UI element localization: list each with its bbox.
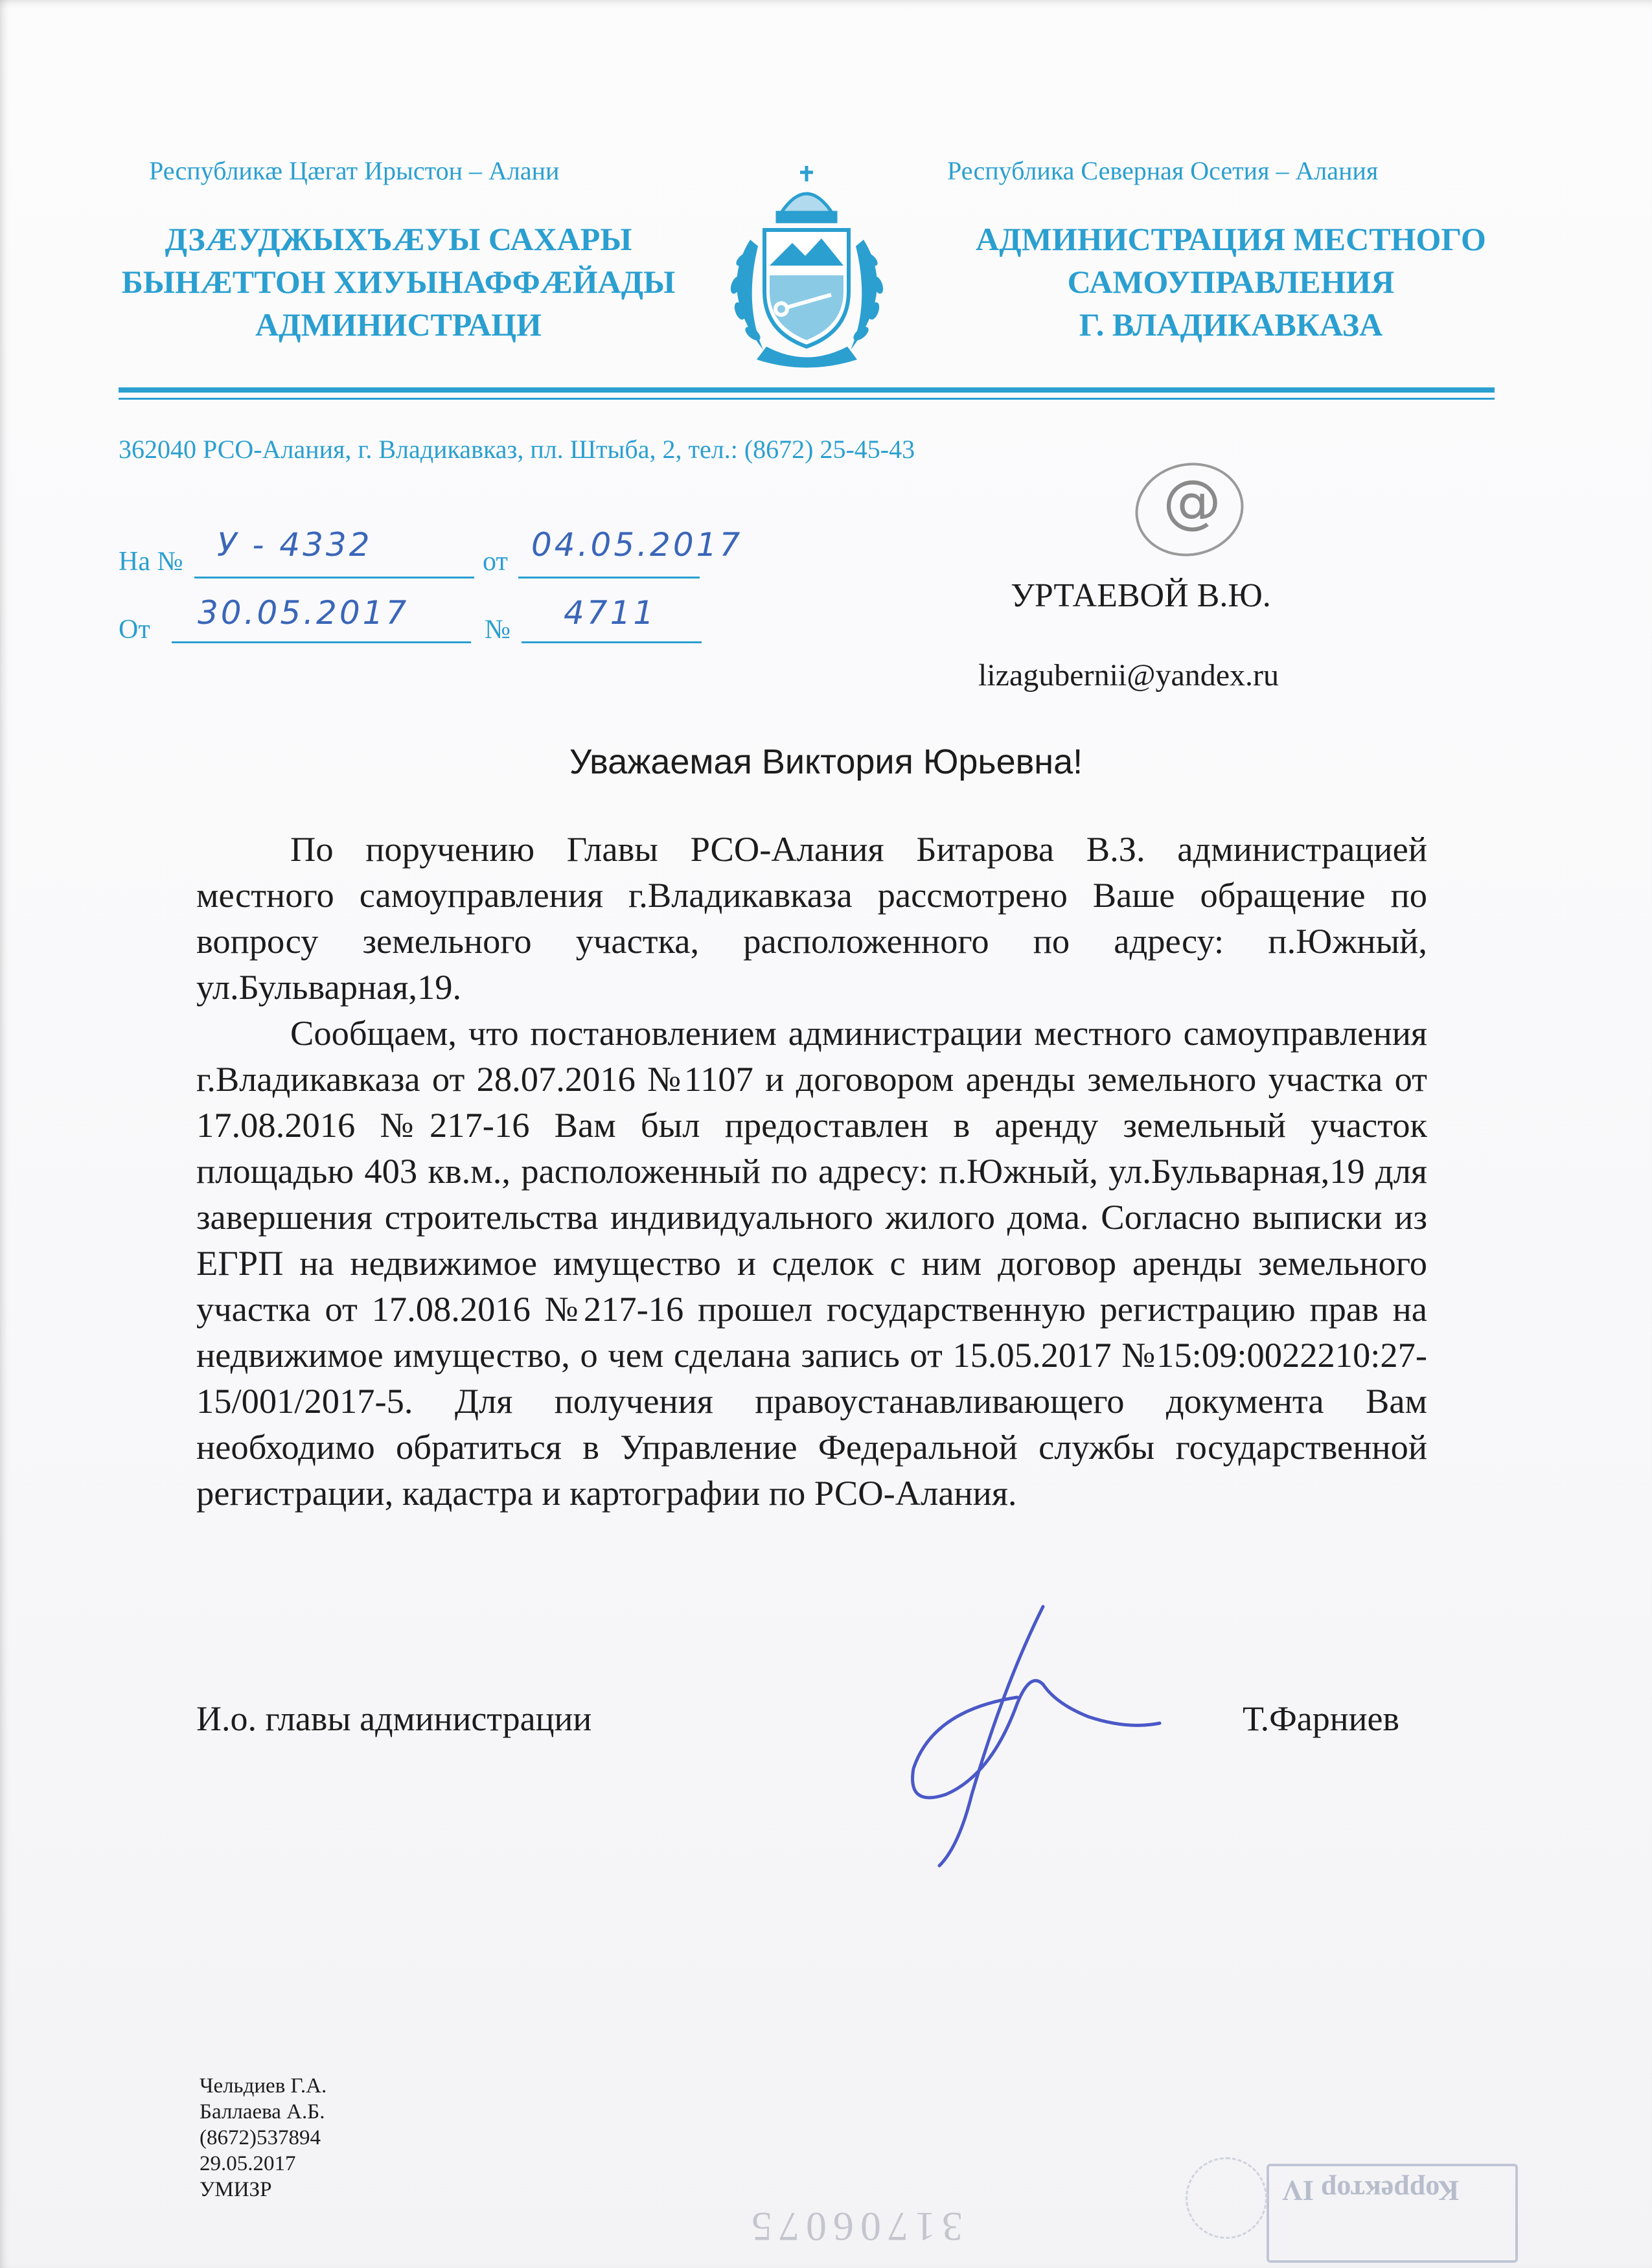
left-org-line: ДЗÆУДЖЫХЪÆУЫ САХАРЫ <box>165 221 632 257</box>
right-republic-name: Республика Северная Осетия – Алания <box>947 156 1379 185</box>
ot1-underline <box>518 577 700 578</box>
num-value: 4711 <box>564 594 657 632</box>
right-org-line: САМОУПРАВЛЕНИЯ <box>1067 264 1395 300</box>
left-org-name <box>97 218 700 346</box>
right-org-line: Г. ВЛАДИКАВКАЗА <box>1079 306 1383 343</box>
letter-body <box>196 826 1427 1516</box>
ot2-label: От <box>119 615 150 645</box>
signatory-name: Т.Фарниев <box>1243 1699 1399 1738</box>
left-republic-name: Республикæ Цæгат Ирыстон – Алани <box>149 156 560 185</box>
executor-line: Чельдиев Г.А. <box>200 2074 327 2098</box>
right-org-line: АДМИНИСТРАЦИЯ МЕСТНОГО <box>976 221 1486 257</box>
barcode-number: 31706075 <box>745 2204 963 2250</box>
at-mark: @ <box>1163 468 1221 536</box>
na-value: У - 4332 <box>217 526 373 564</box>
left-org-line: АДМИНИСТРАЦИ <box>255 306 542 343</box>
executor-line: (8672)537894 <box>200 2126 321 2149</box>
salutation: Уважаемая Виктория Юрьевна! <box>569 742 1083 781</box>
corrector-stamp <box>1267 2164 1518 2263</box>
handwritten-signature <box>894 1600 1166 1872</box>
header-rule-thin <box>119 398 1495 400</box>
coat-of-arms-icon <box>705 162 909 369</box>
right-org-name <box>952 218 1509 346</box>
ot1-label: от <box>483 547 508 577</box>
executor-line: 29.05.2017 <box>200 2152 296 2175</box>
address-line: 362040 РСО-Алания, г. Владикавказ, пл. Штыба, 2, тел.: (8672) 25-45-43 <box>119 435 915 464</box>
executor-info <box>200 2073 327 2203</box>
body-paragraph: По поручению Главы РСО-Алания Битарова В.З. администрацией местного самоуправления г.Владикавказа рассмотрено Ваше обращение по вопросу земельного участка, расположенного по адресу: п.Южный, ул.Бульварная,19. <box>196 829 1427 1007</box>
signatory-position: И.о. главы администрации <box>196 1699 592 1738</box>
executor-line: Баллаева А.Б. <box>200 2100 325 2124</box>
executor-line: УМИЗР <box>200 2178 272 2201</box>
recipient-name: УРТАЕВОЙ В.Ю. <box>1011 577 1271 614</box>
ot1-value: 04.05.2017 <box>531 526 743 564</box>
ot2-value: 30.05.2017 <box>198 594 409 632</box>
na-underline <box>194 577 474 578</box>
num-underline <box>522 641 702 643</box>
num-label: № <box>485 615 511 645</box>
faint-round-stamp <box>1186 2157 1267 2239</box>
header-rule-thick <box>119 387 1495 393</box>
recipient-email: lizagubernii@yandex.ru <box>978 658 1279 693</box>
stamp-text: Корректор IV <box>1282 2175 1459 2206</box>
body-paragraph: Сообщаем, что постановлением администрации местного самоуправления г.Владикавказа от 28.07.2016 №1107 и договором аренды земельного участка от 17.08.2016 №217-16 Вам был предоставлен в аренду земельный участок площадью 403 кв.м., расположенный по адресу: п.Южный, ул.Бульварная,19 для завершения строительства индивидуального жилого дома. Согласно выписки из ЕГРП на недвижимое имущество и сделок с ним договор аренды земельного участка от 17.08.2016 №217-16 прошел государственную регистрацию прав на недвижимое имущество, о чем сделана запись от 15.05.2017 №15:09:0022210:27-15/001/2017-5. Для получения правоустанавливающего документа Вам необходимо обратиться в Управление Федеральной службы государственной регистрации, кадастра и картографии по РСО-Алания. <box>196 1013 1427 1513</box>
ot2-underline <box>172 641 471 643</box>
left-org-line: БЫНÆТТОН ХИУЫНАФФÆЙАДЫ <box>121 264 676 300</box>
na-label: На № <box>119 547 183 577</box>
